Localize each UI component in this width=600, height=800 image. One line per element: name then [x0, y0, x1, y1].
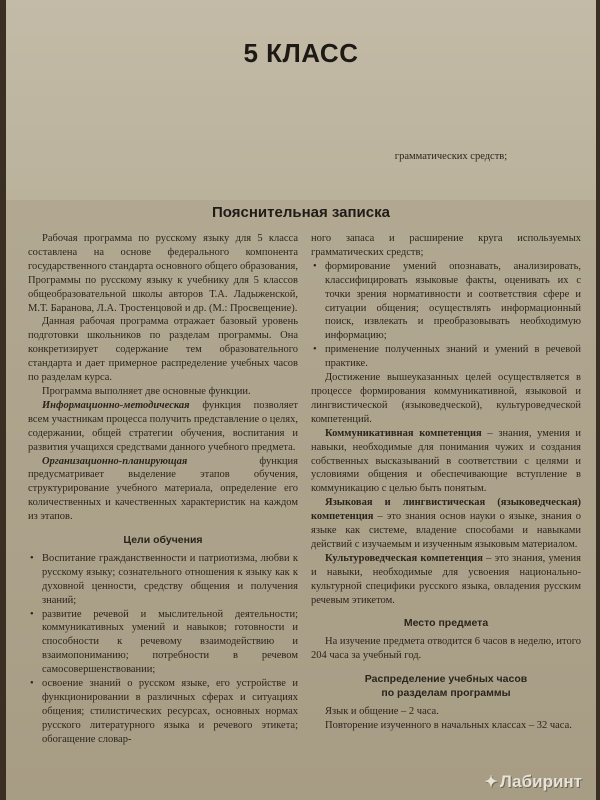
paragraph: Язык и общение – 2 часа.: [325, 706, 439, 717]
paragraph-text: – это знания основ науки о языке, знания о языке как системе, владение способами и навыками действий с изучаемым и изученным языковым материалом.: [311, 511, 581, 550]
list-item: • развитие речевой и мыслительной деятельности; коммуникативных умений и навыков; готовности и способности к речевому взаимодействию и взаимопониманию; потребности в речевом самосовершенствовании;: [42, 608, 298, 678]
top-right-text: грамматических средств;: [394, 151, 508, 162]
list-item: • Воспитание гражданственности и патриотизма, любви к русскому языку; сознательного отношения к языку как к духовной ценности, средству общения и получения знаний;: [42, 552, 298, 608]
paragraph: Рабочая программа по русскому языку для 5 класса составлена на основе федерального компонента государственного стандарта основного общего образования, Программы по русскому языку к учебнику для 5 классов общеобразовательной школы авторов Т.А. Ладыженской, М.Т. Баранова, Л.А. Тростенцовой и др. (М.: Просвещение).: [28, 233, 298, 314]
goals-list-continued: [311, 260, 581, 371]
paragraph-text: – это знания, умения и навыки, необходимые для усвоения национально-культурной специфики русского языка, овладения русским речевым этикетом.: [311, 552, 581, 606]
page-title: 5 КЛАСС: [243, 38, 359, 68]
paragraph: На изучение предмета отводится 6 часов в неделю, итого 204 часа за учебный год.: [311, 636, 581, 662]
section-heading: Пояснительная записка: [212, 204, 390, 221]
distribution-subheading: по разделам программы: [381, 687, 511, 700]
term: Информационно-методическая: [42, 399, 190, 411]
list-item: • освоение знаний о русском языке, его устройстве и функционировании в различных сферах и ситуациях общения; стилистических ресурсах, основных нормах русского литературного языка и речевого этикета; обогащение словар-: [42, 677, 298, 747]
paragraph: [311, 427, 581, 497]
paragraph: [311, 496, 581, 552]
distribution-heading: Распределение учебных часов: [364, 673, 528, 686]
paragraph-text: функция позволяет всем участникам процесса получить представление о целях, содержании, общей стратегии обучения, воспитания и развития учащихся средствами данного учебного предмета.: [28, 399, 298, 453]
paragraph: Достижение вышеуказанных целей осуществляется в процессе формирования коммуникативной, языковой и лингвистической (языковедческой), культуроведческой компетенций.: [311, 372, 581, 425]
paragraph-text: функция предусматривает выделение этапов обучения, структурирование учебного материала, определение его количественных и качественных характеристик на каждом из этапов.: [28, 455, 298, 523]
watermark-logo: [484, 772, 582, 792]
paragraph: [311, 552, 581, 608]
page-header-band: [6, 0, 596, 200]
paragraph: [28, 399, 298, 455]
paragraph: Программа выполняет две основные функции.: [42, 385, 251, 397]
watermark-text: Лабиринт: [499, 772, 582, 791]
paragraph: Данная рабочая программа отражает базовый уровень подготовки школьников по разделам программы. Она конкретизирует содержание тем образовательного стандарта и дает примерное распределение учебных часов по разделам курса.: [28, 316, 298, 384]
paragraph: [28, 455, 298, 525]
paragraph: ного запаса и расширение круга используемых грамматических средств;: [311, 233, 581, 258]
bird-icon: ✦: [484, 774, 498, 791]
list-item: • формирование умений опознавать, анализировать, классифицировать языковые факты, оценивать их с точки зрения нормативности и соответствия сфере и ситуации общения; осуществлять информационный поиск, извлекать и преобразовывать необходимую информацию;: [325, 260, 581, 343]
place-heading: Место предмета: [403, 617, 489, 630]
term: Языковая и лингвистическая (языковедческая) компетенция: [311, 497, 581, 523]
goals-heading: Цели обучения: [123, 534, 203, 547]
term: Организационно-планирующая: [42, 455, 188, 467]
goals-list: [28, 552, 298, 747]
list-item: • применение полученных знаний и умений в речевой практике.: [325, 343, 581, 371]
right-column: [311, 232, 581, 733]
book-page: [6, 0, 596, 800]
term: Коммуникативная компетенция: [325, 427, 482, 439]
left-column: [28, 232, 298, 747]
paragraph: Повторение изученного в начальных классах – 32 часа.: [325, 719, 572, 731]
term: Культуроведческая компетенция: [325, 552, 483, 564]
paragraph-text: – знания, умения и навыки, необходимые для понимания чужих и создания собственных высказываний в соответствии с целями и условиями общения и обеспечивающие вступление в коммуникацию с целью быть понятым.: [311, 427, 581, 495]
